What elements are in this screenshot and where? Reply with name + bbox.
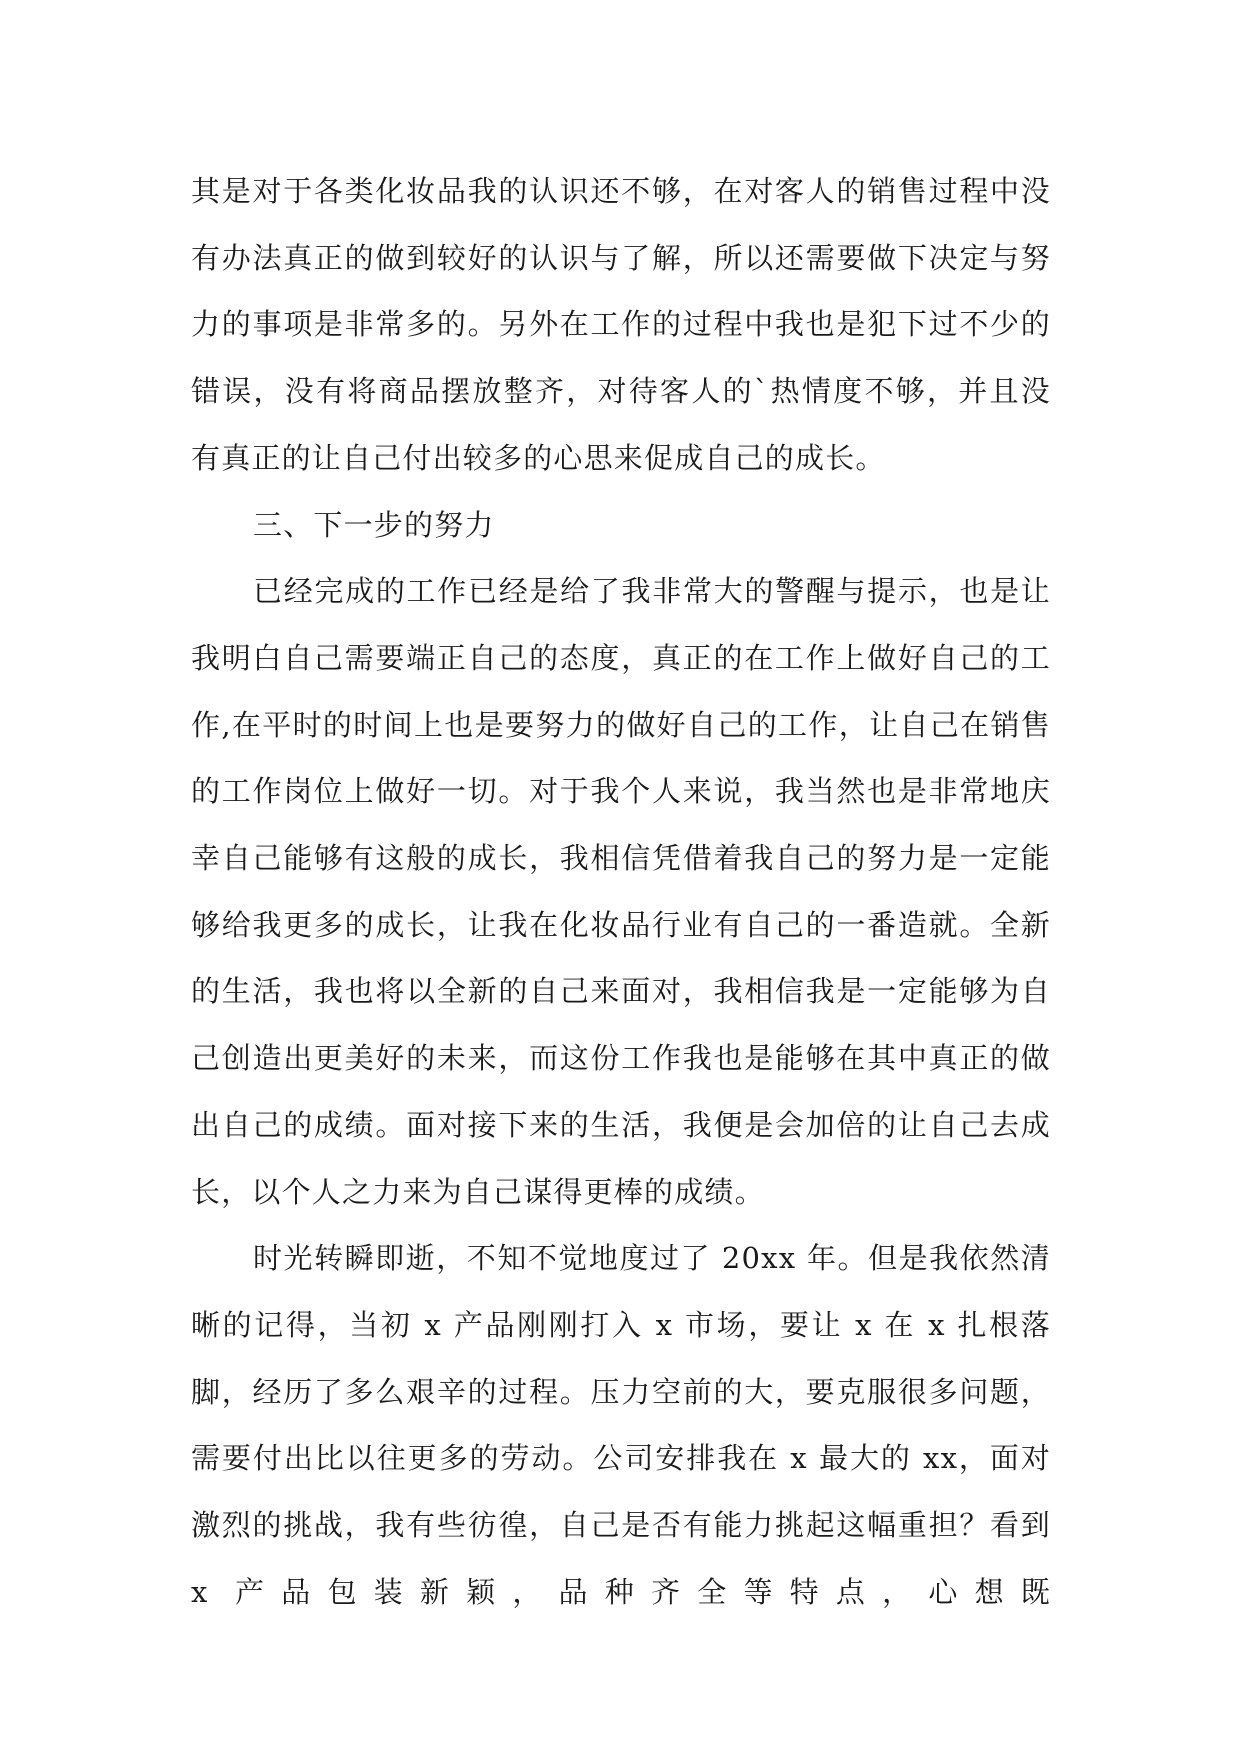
paragraph-product-knowledge: 其是对于各类化妆品我的认识还不够，在对客人的销售过程中没有办法真正的做到较好的认识与了解，所以还需要做下决定与努力的事项是非常多的。另外在工作的过程中我也是犯下过不少的错误，没有将商品摆放整齐，对待客人的`热情度不够，并且没有真正的让自己付出较多的心思来促成自己的成长。	[191, 174, 1051, 475]
paragraph-future-efforts: 已经完成的工作已经是给了我非常大的警醒与提示，也是让我明白自己需要端正自己的态度，真正的在工作上做好自己的工作,在平时的时间上也是要努力的做好自己的工作，让自己在销售的工作岗位上做好一切。对于我个人来说，我当然也是非常地庆幸自己能够有这般的成长，我相信凭借着我自己的努力是一定能够给我更多的成长，让我在化妆品行业有自己的一番造就。全新的生活，我也将以全新的自己来面对，我相信我是一定能够为自己创造出更美好的未来，而这份工作我也是能够在其中真正的做出自己的成绩。面对接下来的生活，我便是会加倍的让自己去成长，以个人之力来为自己谋得更棒的成绩。	[191, 574, 1051, 1209]
document-body	[191, 158, 1051, 1625]
paragraph-year-review: 时光转瞬即逝，不知不觉地度过了 20xx 年。但是我依然清晰的记得，当初 x 产品刚刚打入 x 市场，要让 x 在 x 扎根落脚，经历了多么艰辛的过程。压力空前的大，要克服很多问题，需要付出比以往更多的劳动。公司安排我在 x 最大的 xx，面对激烈的挑战，我有些彷徨，自己是否有能力挑起这幅重担？看到 x 产品包装新颖，品种齐全等特点，心想既	[191, 1241, 1051, 1609]
section-heading-next-steps: 三、下一步的努力	[253, 507, 495, 542]
